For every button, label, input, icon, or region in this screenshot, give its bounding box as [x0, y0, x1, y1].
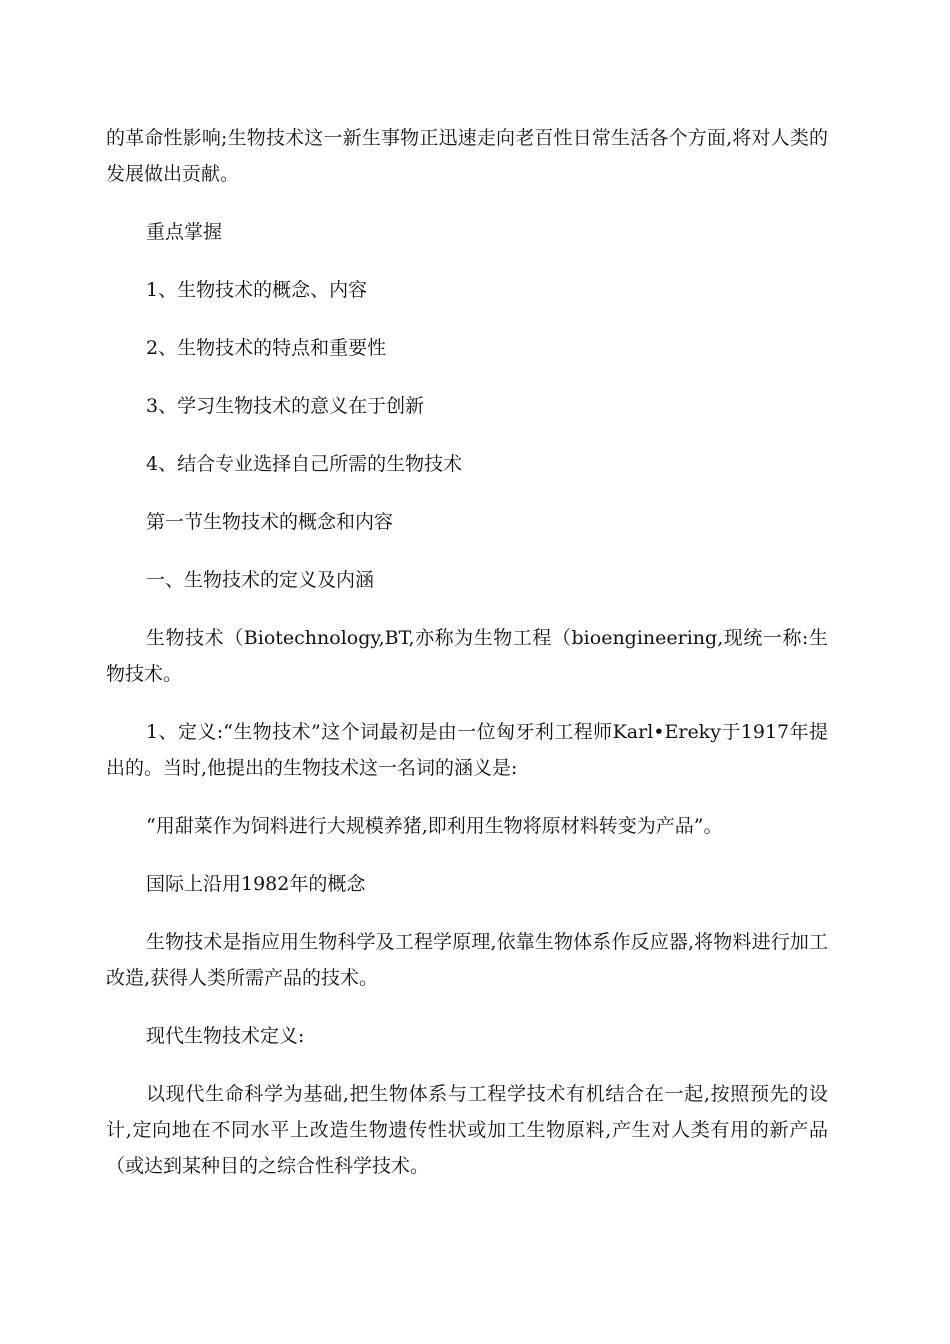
- paragraph-biotech-term: 生物技术（Biotechnology,BT,亦称为生物工程（bioengineering,现统一称:生物技术。: [106, 627, 828, 685]
- paragraph-key-point-1: 1、生物技术的概念、内容: [146, 279, 368, 301]
- paragraph-key-points-heading: 重点掌握: [146, 221, 223, 243]
- paragraph-subsection-title: 一、生物技术的定义及内涵: [146, 569, 375, 591]
- document-page: [106, 120, 828, 1206]
- paragraph-key-point-4: 4、结合专业选择自己所需的生物技术: [146, 453, 463, 475]
- paragraph-biotech-definition: 生物技术是指应用生物科学及工程学原理,依靠生物体系作反应器,将物料进行加工改造,获得人类所需产品的技术。: [106, 931, 828, 989]
- paragraph-continuation: 的革命性影响;生物技术这一新生事物正迅速走向老百性日常生活各个方面,将对人类的发展做出贡献。: [106, 127, 828, 185]
- paragraph-key-point-2: 2、生物技术的特点和重要性: [146, 337, 387, 359]
- paragraph-international-concept: 国际上沿用1982年的概念: [146, 873, 366, 895]
- paragraph-key-point-3: 3、学习生物技术的意义在于创新: [146, 395, 425, 417]
- paragraph-modern-definition-heading: 现代生物技术定义:: [146, 1025, 305, 1047]
- paragraph-definition-origin: 1、定义:“生物技术”这个词最初是由一位匈牙利工程师Karl•Ereky于1917年提出的。当时,他提出的生物技术这一名词的涵义是:: [106, 721, 828, 779]
- paragraph-modern-definition: 以现代生命科学为基础,把生物体系与工程学技术有机结合在一起,按照预先的设计,定向地在不同水平上改造生物遗传性状或加工生物原料,产生对人类有用的新产品（或达到某种目的之综合性科学技术。: [106, 1083, 828, 1177]
- paragraph-definition-quote: “用甜菜作为饲料进行大规模养猪,即利用生物将原材料转变为产品”。: [146, 815, 723, 837]
- paragraph-section-title: 第一节生物技术的概念和内容: [146, 511, 394, 533]
